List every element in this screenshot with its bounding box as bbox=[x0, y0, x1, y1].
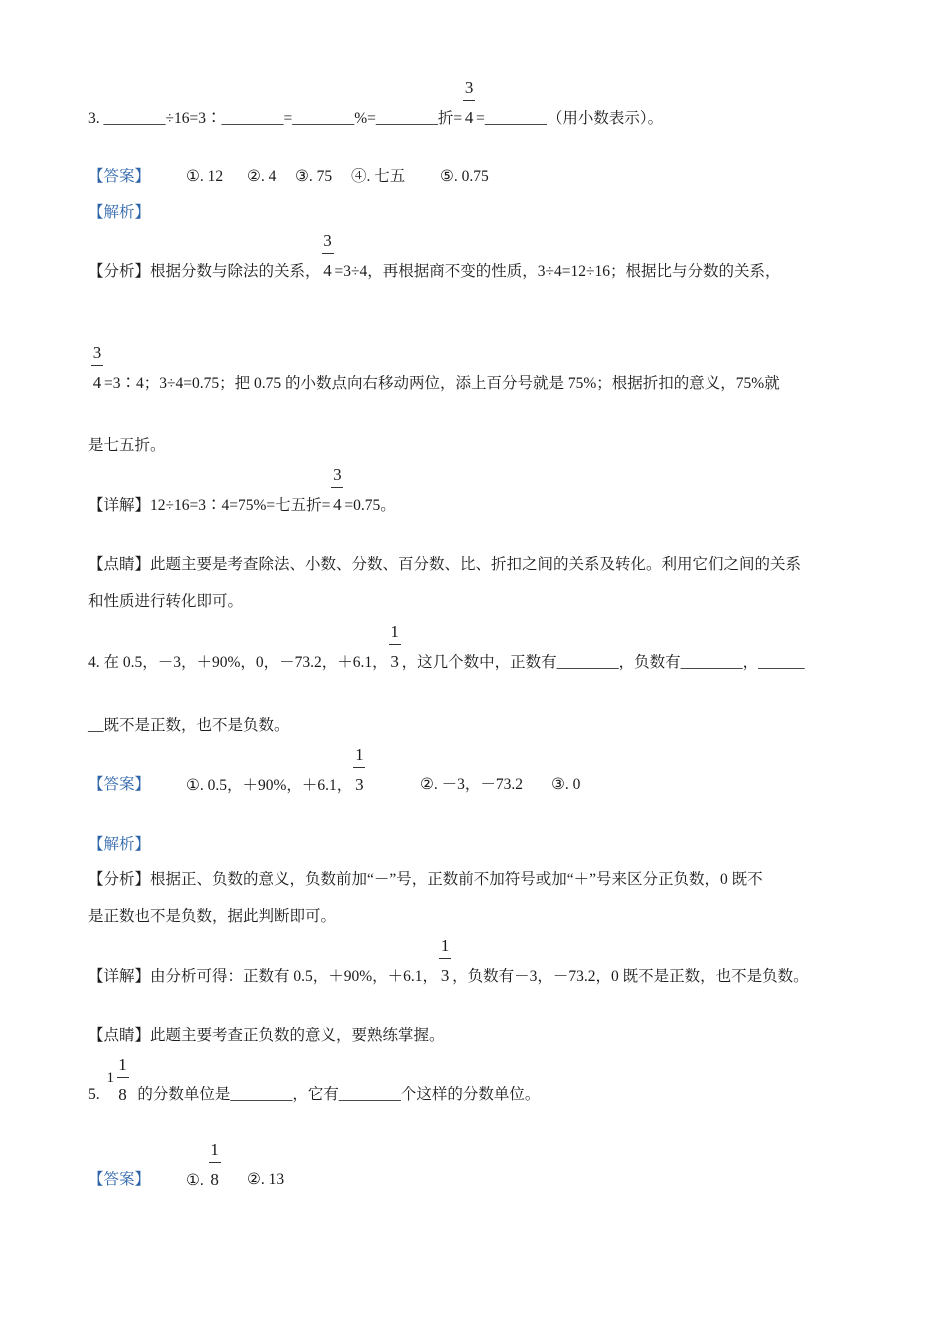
fraction-numerator: 1 bbox=[390, 622, 399, 641]
q5-number: 5. bbox=[88, 1086, 100, 1103]
q4-analysis-line1 bbox=[88, 870, 763, 890]
q3-analysis-fraction2 bbox=[90, 343, 104, 394]
fraction-denominator: 4 bbox=[92, 373, 102, 392]
fraction-denominator: 8 bbox=[210, 1170, 219, 1189]
q5-answer-1-text: ①. bbox=[186, 1172, 204, 1189]
fraction-bar bbox=[463, 100, 475, 101]
fraction-denominator: 8 bbox=[118, 1085, 127, 1104]
q3-analysis-line3: 是七五折。 bbox=[88, 437, 166, 454]
q4-answer-1 bbox=[186, 745, 366, 796]
q4-stem-line2: __既不是正数，也不是负数。 bbox=[88, 717, 290, 734]
fraction-bar bbox=[117, 1077, 129, 1078]
q4-comment-label: 【点睛】 bbox=[88, 1027, 151, 1044]
fraction-bar bbox=[91, 365, 103, 366]
q4-answer-2: ②. －3，－73.2 bbox=[420, 776, 524, 793]
q3-detail-text2: =0.75。 bbox=[344, 497, 396, 514]
q4-fraction bbox=[388, 622, 402, 673]
q5-stem bbox=[88, 1055, 541, 1105]
q4-detail-label: 【详解】 bbox=[88, 968, 151, 985]
fraction-denominator: 3 bbox=[440, 966, 450, 985]
fraction-numerator: 3 bbox=[333, 465, 342, 484]
fraction-denominator: 3 bbox=[355, 775, 364, 794]
fraction-denominator: 4 bbox=[464, 108, 474, 127]
q3-analysis-text2: =3÷4，再根据商不变的性质，3÷4=12÷16；根据比与分数的关系， bbox=[334, 263, 781, 280]
q3-analysis-text3: =3∶4；3÷4=0.75；把 0.75 的小数点向右移动两位，添上百分号就是 75%；根据折扣的意义，75%就 bbox=[104, 375, 780, 392]
q3-answer-4: ④. 七五 bbox=[351, 168, 406, 185]
q3-comment-line2: 和性质进行转化即可。 bbox=[88, 593, 244, 610]
q3-answer-2: ②. 4 bbox=[247, 168, 277, 185]
q4-stem-line1 bbox=[88, 622, 805, 673]
q3-detail bbox=[88, 465, 396, 516]
q3-detail-text1: 12÷16=3∶4=75%=七五折= bbox=[150, 497, 331, 514]
fraction-numerator: 3 bbox=[92, 343, 102, 362]
fraction-bar bbox=[331, 487, 343, 488]
fraction-numerator: 1 bbox=[210, 1140, 219, 1159]
q3-answer-1: ①. 12 bbox=[186, 168, 224, 185]
q3-analysis-line2 bbox=[90, 343, 780, 394]
q4-stem-text1: 4. 在 0.5，－3，＋90%，0，－73.2，＋6.1， bbox=[88, 654, 388, 671]
q5-answer-2: ②. 13 bbox=[247, 1171, 285, 1188]
q4-detail-text1: 由分析可得：正数有 0.5，＋90%，＋6.1， bbox=[150, 968, 439, 985]
q4-analysis-label: 【分析】 bbox=[88, 871, 151, 888]
q3-analysis-fraction bbox=[321, 231, 335, 282]
q4-answer-3: ③. 0 bbox=[551, 776, 581, 793]
q4-analysis-line2: 是正数也不是负数，据此判断即可。 bbox=[88, 908, 337, 925]
q4-analysis-text1: 根据正、负数的意义，负数前加“－”号，正数前不加符号或加“＋”号来区分正负数，0 既不 bbox=[150, 871, 763, 888]
fraction-bar bbox=[439, 958, 451, 959]
fraction-bar bbox=[353, 767, 365, 768]
q3-answer-5: ⑤. 0.75 bbox=[440, 168, 489, 185]
q5-mixed-number bbox=[104, 1055, 134, 1105]
fraction-denominator: 4 bbox=[323, 261, 332, 280]
fraction-denominator: 4 bbox=[333, 495, 342, 514]
q4-detail-text2: ，负数有－3，－73.2，0 既不是正数，也不是负数。 bbox=[452, 968, 809, 985]
q3-answer-label: 【答案】 bbox=[88, 168, 151, 185]
q3-fraction bbox=[462, 78, 476, 129]
q4-comment bbox=[88, 1026, 445, 1046]
q3-stem bbox=[88, 78, 664, 129]
q4-comment-text1: 此题主要考查正负数的意义，要熟练掌握。 bbox=[150, 1027, 445, 1044]
q3-stem-part1: 3. ________÷16=3∶________=________%=________折= bbox=[88, 110, 463, 127]
q5-answer-fraction bbox=[208, 1140, 222, 1191]
q3-analysis-text1: 根据分数与除法的关系， bbox=[150, 263, 321, 280]
fraction-bar bbox=[389, 644, 401, 645]
mixed-whole-part: 1 bbox=[106, 1070, 114, 1086]
q3-analysis-label: 【分析】 bbox=[88, 263, 151, 280]
q3-comment-line1 bbox=[88, 555, 801, 575]
q4-answer-1-text: ①. 0.5，＋90%，＋6.1， bbox=[186, 777, 353, 794]
q3-comment-label: 【点睛】 bbox=[88, 556, 151, 573]
q4-stem-text2: ，这几个数中，正数有________，负数有________，______ bbox=[401, 654, 805, 671]
fraction-numerator: 3 bbox=[464, 78, 474, 97]
q4-jiexi-label: 【解析】 bbox=[88, 836, 151, 853]
q3-stem-part2: =________（用小数表示）。 bbox=[476, 110, 664, 127]
fraction-bar bbox=[322, 253, 334, 254]
q3-detail-label: 【详解】 bbox=[88, 497, 151, 514]
q5-answer-label: 【答案】 bbox=[88, 1171, 151, 1188]
fraction-bar bbox=[209, 1162, 221, 1163]
q4-detail-fraction bbox=[438, 936, 452, 987]
q3-detail-fraction bbox=[330, 465, 344, 516]
q3-answer-3: ③. 75 bbox=[295, 168, 333, 185]
q3-comment-text1: 此题主要是考查除法、小数、分数、百分数、比、折扣之间的关系及转化。利用它们之间的关系 bbox=[150, 556, 802, 573]
q4-answer-label: 【答案】 bbox=[88, 776, 151, 793]
q5-answer-1 bbox=[186, 1140, 222, 1191]
fraction-numerator: 1 bbox=[118, 1055, 127, 1074]
fraction-numerator: 3 bbox=[323, 231, 332, 250]
q3-analysis-line1 bbox=[88, 231, 781, 282]
q4-answer-fraction bbox=[352, 745, 366, 796]
fraction-numerator: 1 bbox=[440, 936, 450, 955]
q5-stem-text: 的分数单位是________，它有________个这样的分数单位。 bbox=[137, 1086, 541, 1103]
q5-fraction bbox=[116, 1055, 130, 1106]
q4-detail bbox=[88, 936, 809, 987]
fraction-numerator: 1 bbox=[355, 745, 364, 764]
fraction-denominator: 3 bbox=[390, 652, 399, 671]
q3-jiexi-label: 【解析】 bbox=[88, 204, 151, 221]
